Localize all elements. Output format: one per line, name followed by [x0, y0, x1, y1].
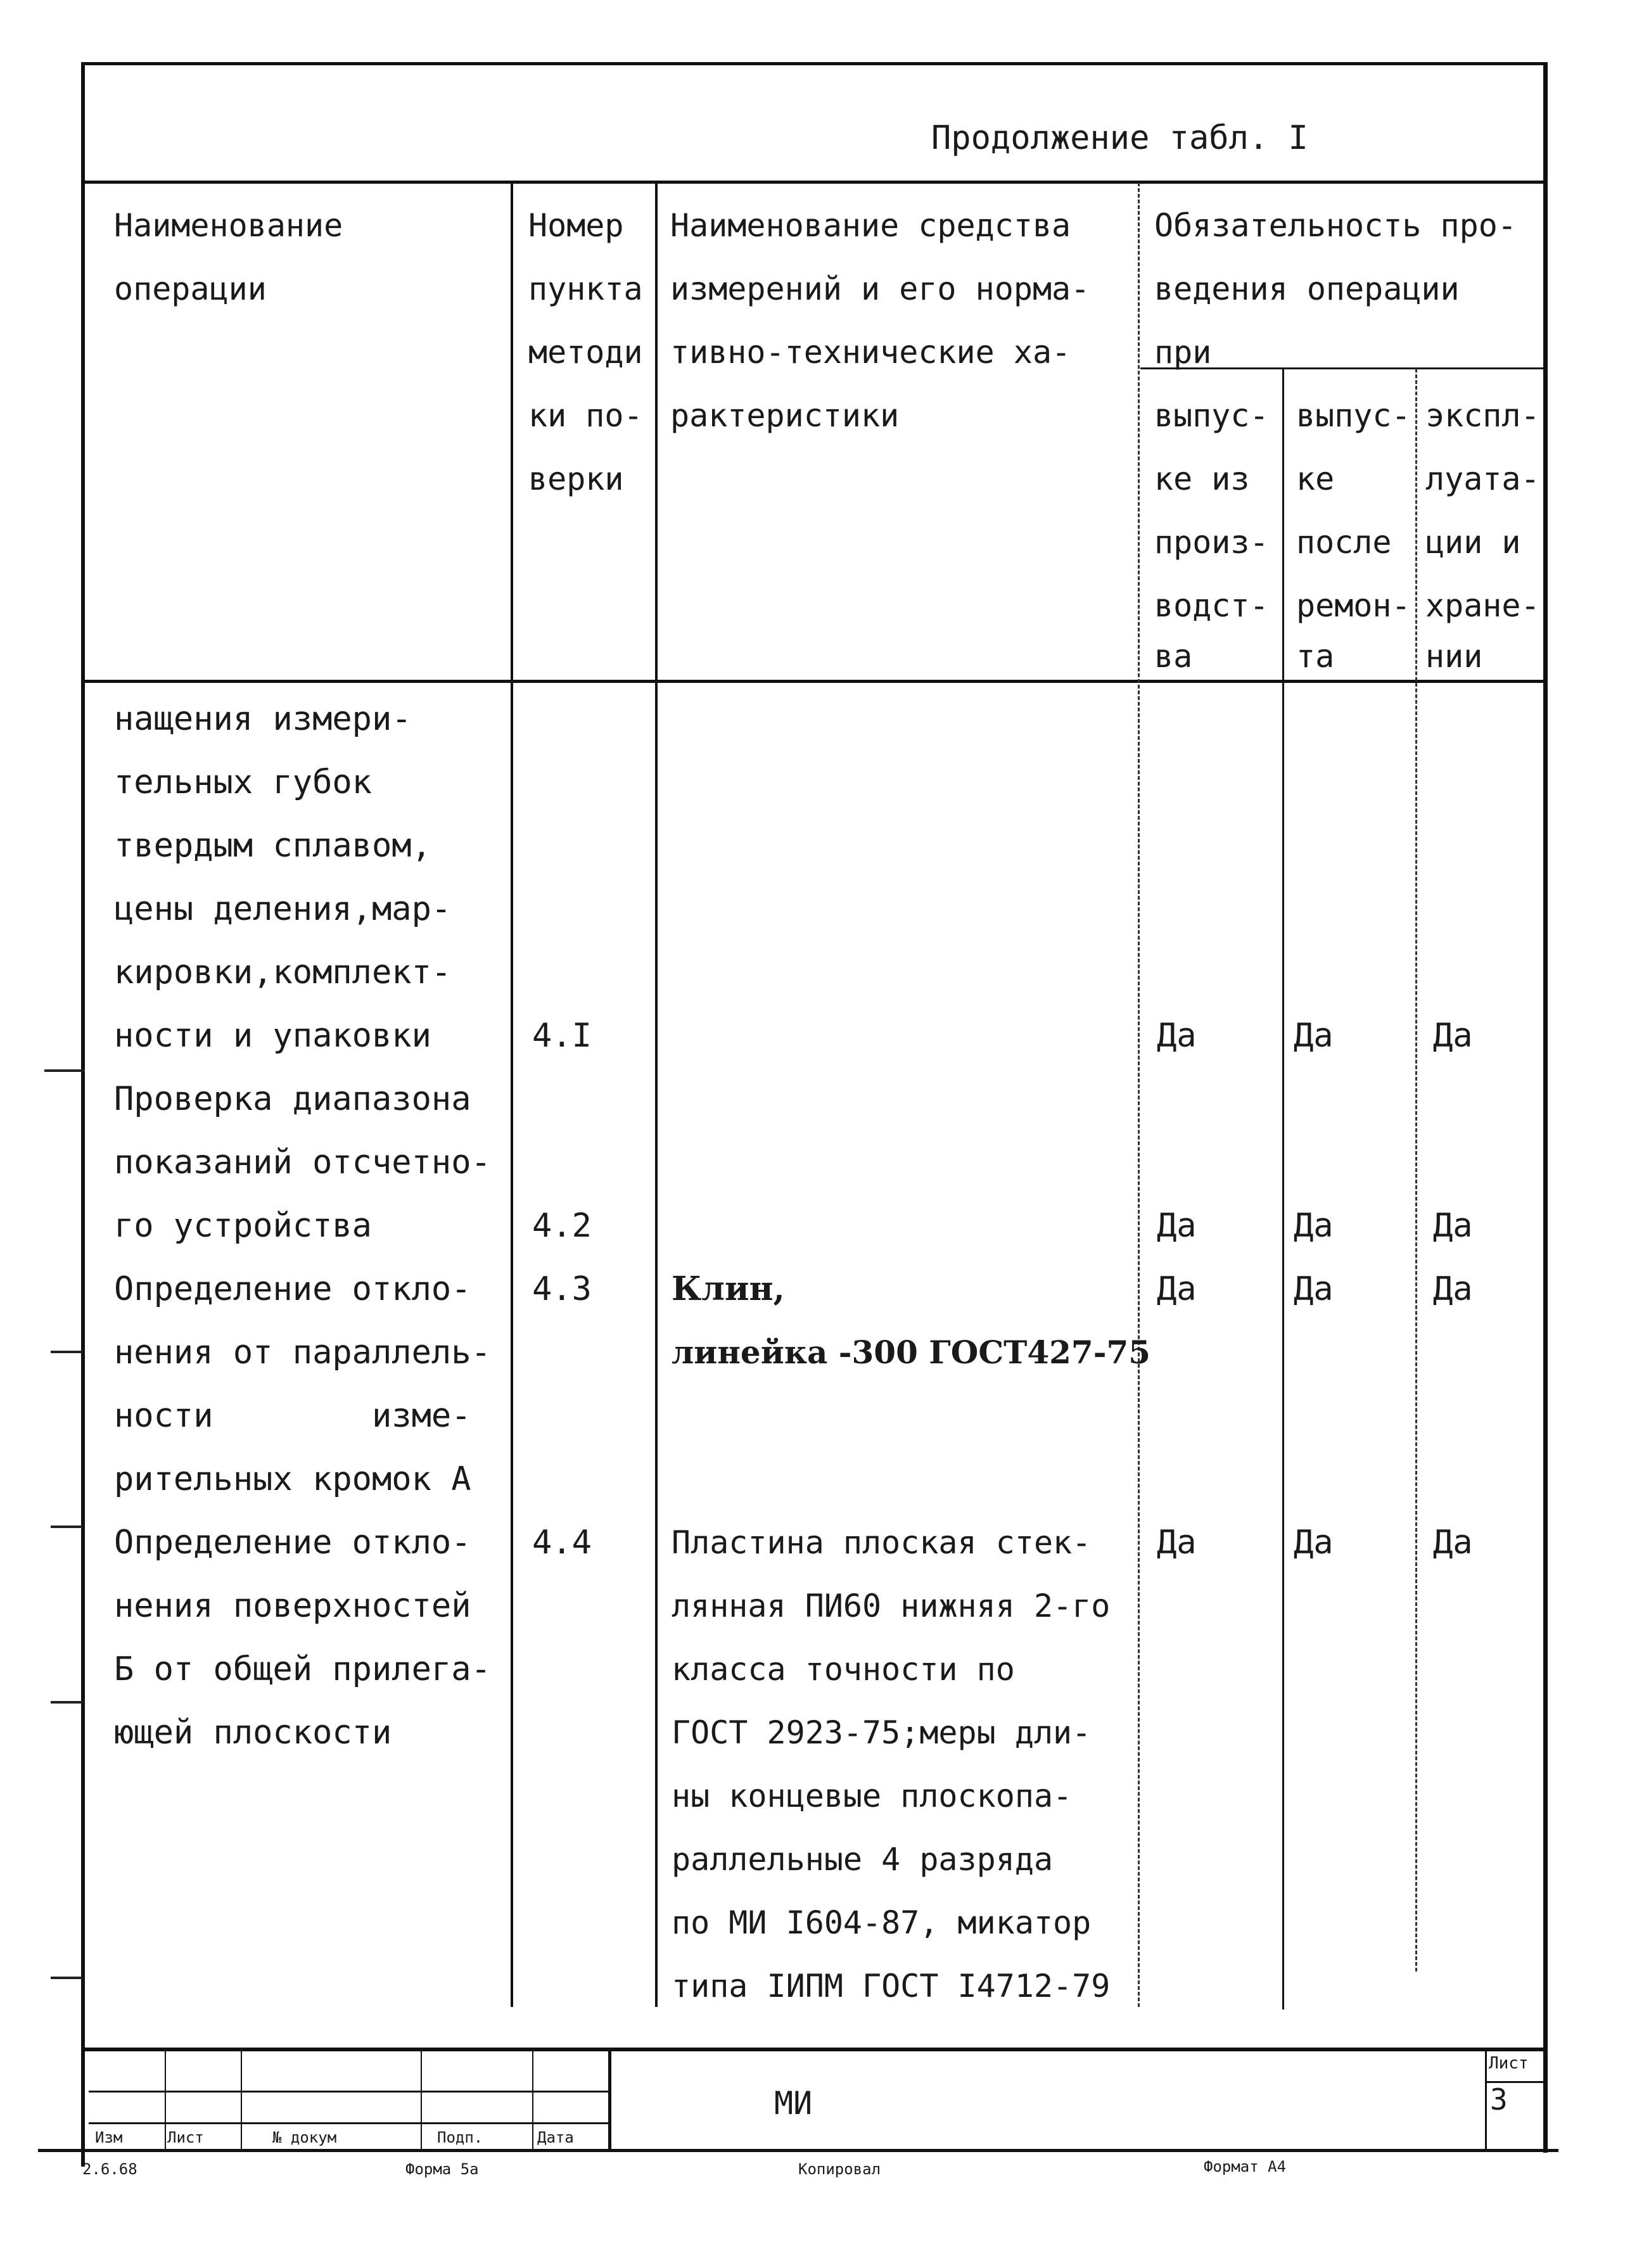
titleblock-top-line — [85, 2048, 1543, 2051]
footer-copied: Копировал — [798, 2160, 881, 2178]
subheader-repair: выпус- — [1296, 397, 1411, 434]
operation-line: твердым сплавом, — [114, 827, 431, 865]
header-number: пункта — [528, 271, 643, 307]
subheader-operation: экспл- — [1425, 397, 1540, 434]
obligation-repair: Да — [1294, 1524, 1334, 1562]
operation-line: ности и упаковки — [114, 1017, 431, 1055]
subheader-repair: та — [1296, 638, 1335, 675]
tb-label-docnum: № докум — [272, 2129, 337, 2146]
item-number: 4.2 — [532, 1207, 592, 1245]
change-grid-divider — [241, 2050, 242, 2149]
operation-line: нения от параллель- — [114, 1334, 491, 1372]
header-number: Номер — [528, 207, 624, 244]
column-divider-dashed — [1138, 182, 1140, 2007]
margin-tick — [51, 1351, 82, 1353]
obligation-operation: Да — [1433, 1524, 1473, 1562]
subheader-release: водст- — [1154, 587, 1269, 624]
header-top-line — [85, 181, 1543, 184]
means-line: ны концевые плоскопа- — [672, 1778, 1073, 1814]
tb-label-date: Дата — [537, 2129, 574, 2146]
obligation-repair: Да — [1294, 1017, 1334, 1055]
header-means: измерений и его норма- — [670, 271, 1090, 307]
subheader-operation: нии — [1425, 638, 1483, 675]
operation-line: ющей плоскости — [114, 1714, 392, 1752]
item-number: 4.3 — [532, 1270, 592, 1308]
header-operation-1: Наименование — [114, 207, 343, 244]
header-number: ки по- — [528, 397, 643, 434]
means-line: типа IИПМ ГОСТ I4712-79 — [672, 1968, 1111, 2004]
means-line: по МИ I604-87, микатор — [672, 1904, 1092, 1941]
subheader-release: выпус- — [1154, 397, 1269, 434]
means-line: ГОСТ 2923-75;меры дли- — [672, 1714, 1092, 1751]
margin-tick — [51, 1701, 82, 1704]
subheader-repair: ке — [1296, 461, 1335, 497]
frame-right — [1543, 62, 1548, 2153]
obligation-operation: Да — [1433, 1207, 1473, 1245]
frame-left — [81, 63, 85, 2167]
item-number: 4.I — [532, 1017, 592, 1055]
margin-tick — [51, 1977, 82, 1979]
subheader-release: произ- — [1154, 524, 1269, 561]
operation-line: рительных кромок А — [114, 1460, 471, 1498]
footer-form: Форма 5а — [405, 2160, 479, 2178]
footer-format: Формат А4 — [1204, 2158, 1287, 2176]
means-line: лянная ПИ60 нижняя 2-го — [672, 1588, 1111, 1624]
header-means: рактеристики — [670, 397, 900, 434]
obligation-operation: Да — [1433, 1017, 1473, 1055]
subheader-operation: хране- — [1425, 587, 1540, 624]
header-obligation: при — [1154, 334, 1212, 371]
item-number: 4.4 — [532, 1524, 592, 1562]
change-grid-divider — [165, 2050, 166, 2149]
header-operation-2: операции — [114, 271, 267, 307]
obligation-release: Да — [1157, 1207, 1197, 1245]
operation-line: нащения измери- — [114, 700, 412, 738]
subheader-release: ва — [1154, 638, 1193, 675]
obligation-repair: Да — [1294, 1207, 1334, 1245]
tb-label-change: Изм — [95, 2129, 123, 2146]
subheader-release: ке из — [1154, 461, 1250, 497]
header-means: Наименование средства — [670, 207, 1071, 244]
sheet-number: 3 — [1490, 2082, 1508, 2117]
titleblock-divider — [1485, 2050, 1487, 2149]
column-divider-dashed — [1415, 369, 1417, 1972]
header-means: тивно-технические ха- — [670, 334, 1071, 371]
header-obligation: Обязательность про- — [1154, 207, 1517, 244]
tb-label-sheet: Лист — [167, 2129, 204, 2146]
means-line: раллельные 4 разряда — [672, 1841, 1054, 1878]
column-divider — [1282, 369, 1284, 2010]
header-number: верки — [528, 461, 624, 497]
margin-tick — [44, 1069, 85, 1072]
operation-line: тельных губок — [114, 763, 372, 801]
titleblock-bottom-line — [38, 2149, 1558, 2152]
titleblock-divider — [608, 2050, 611, 2149]
obligation-operation: Да — [1433, 1270, 1473, 1308]
operation-line: Б от общей прилега- — [114, 1650, 491, 1688]
operation-line: нения поверхностей — [114, 1587, 471, 1625]
column-divider — [655, 182, 658, 2007]
operation-line: показаний отсчетно- — [114, 1144, 491, 1182]
footer-code: 2.6.68 — [82, 2160, 137, 2178]
subheader-operation: ции и — [1425, 524, 1521, 561]
subheader-repair: после — [1296, 524, 1392, 561]
column-divider — [511, 182, 513, 2007]
means-line: Клин, — [672, 1270, 785, 1308]
tb-label-signature: Подп. — [437, 2129, 483, 2146]
obligation-release: Да — [1157, 1017, 1197, 1055]
change-grid-line — [89, 2122, 608, 2124]
operation-line: го устройства — [114, 1207, 372, 1245]
doc-code: МИ — [774, 2085, 813, 2122]
subheader-operation: луата- — [1425, 461, 1540, 497]
operation-line: ности изме- — [114, 1397, 471, 1435]
margin-tick — [51, 1526, 82, 1528]
operation-line: кировки,комплект- — [114, 953, 452, 991]
operation-line: Проверка диапазона — [114, 1080, 471, 1118]
sheet-label: Лист — [1489, 2054, 1529, 2073]
operation-line: цены деления,мар- — [114, 890, 452, 928]
obligation-repair: Да — [1294, 1270, 1334, 1308]
obligation-release: Да — [1157, 1524, 1197, 1562]
operation-line: Определение откло- — [114, 1524, 471, 1562]
header-bottom-line — [85, 680, 1543, 683]
subheader-repair: ремон- — [1296, 587, 1411, 624]
change-grid-line — [89, 2091, 608, 2093]
operation-line: Определение откло- — [114, 1270, 471, 1308]
means-line: Пластина плоская стек- — [672, 1524, 1092, 1561]
obligation-release: Да — [1157, 1270, 1197, 1308]
change-grid-divider — [532, 2050, 533, 2149]
header-number: методи — [528, 334, 643, 371]
header-obligation: ведения операции — [1154, 271, 1460, 307]
means-line: линейка -300 ГОСТ427-75 — [672, 1334, 1151, 1371]
change-grid-divider — [421, 2050, 422, 2149]
means-line: класса точности по — [672, 1651, 1015, 1688]
table-caption: Продолжение табл. I — [931, 119, 1308, 157]
frame-top — [81, 62, 1547, 65]
